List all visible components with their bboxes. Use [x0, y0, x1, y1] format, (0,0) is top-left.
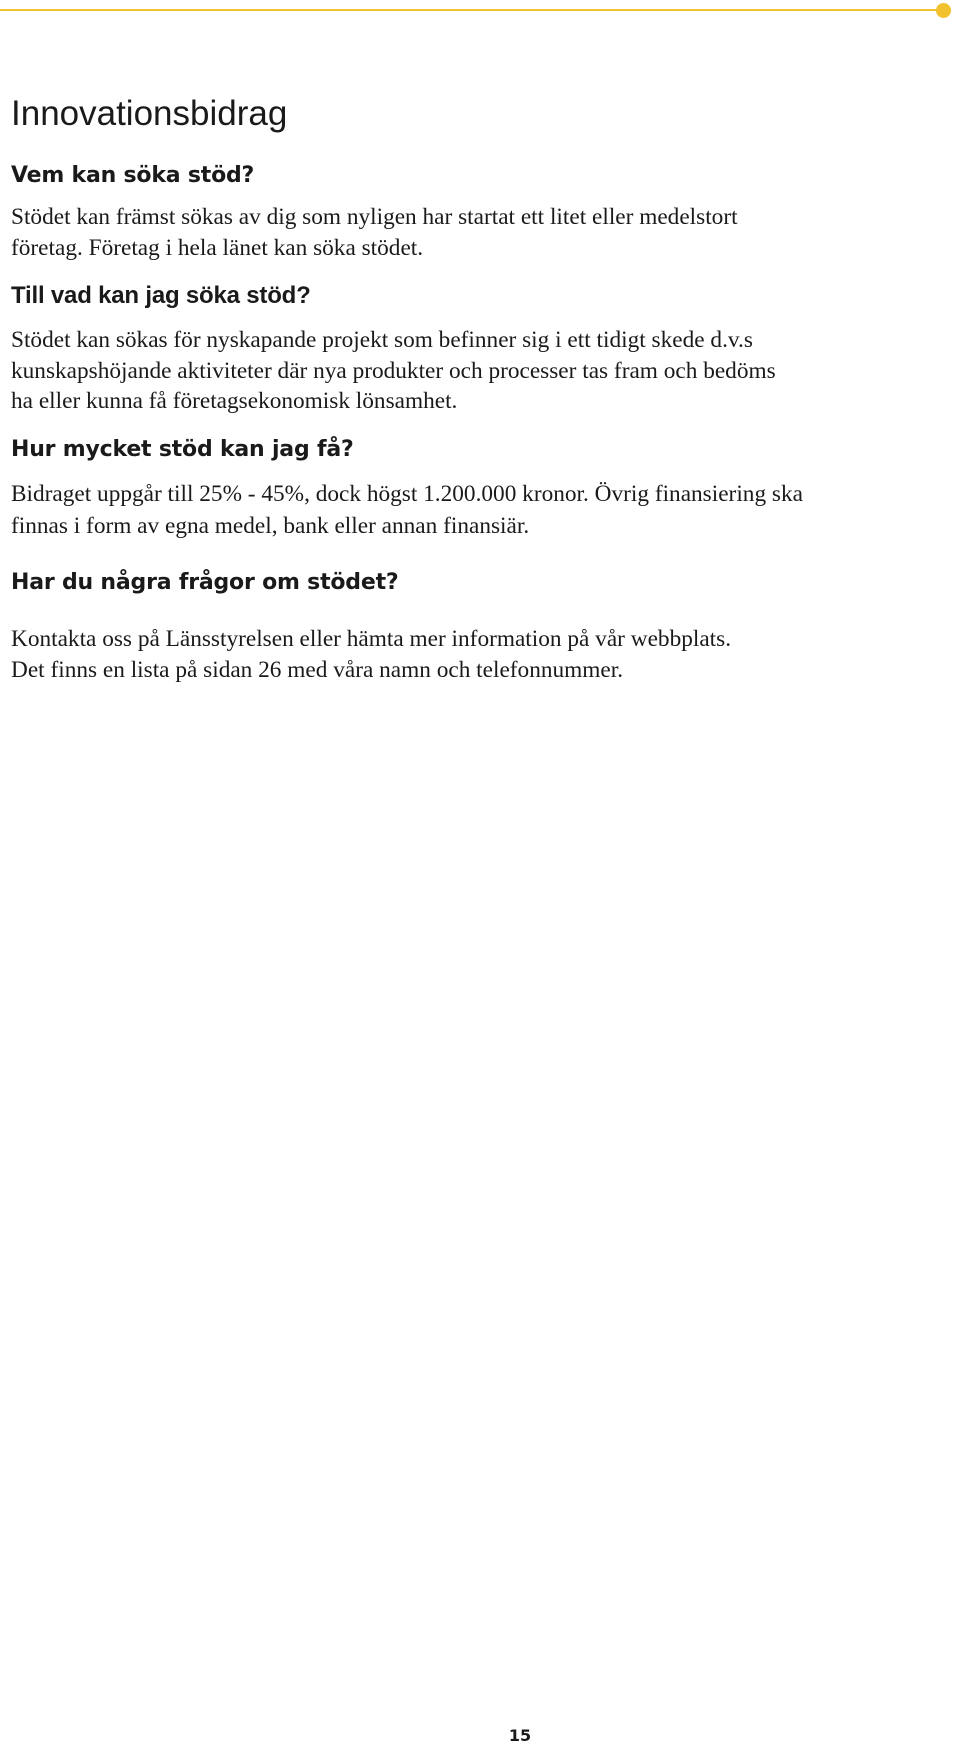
section-body-questions	[11, 624, 956, 686]
text-line: finnas i form av egna medel, bank eller annan finansiär.	[11, 512, 530, 539]
section-heading-what: Till vad kan jag söka stöd?	[11, 282, 311, 309]
section-heading-how-much: Hur mycket stöd kan jag få?	[11, 436, 354, 462]
top-accent-dot	[936, 3, 951, 18]
section-heading-questions: Har du några frågor om stödet?	[11, 569, 399, 595]
text-line: ha eller kunna få företagsekonomisk lönsamhet.	[11, 388, 458, 414]
text-line: Kontakta oss på Länsstyrelsen eller hämta mer information på vår webbplats.	[11, 625, 732, 652]
text-line: Stödet kan sökas för nyskapande projekt som befinner sig i ett tidigt skede d.v.s	[11, 327, 753, 353]
page-number: 15	[508, 1726, 532, 1745]
text-line: Bidraget uppgår till 25% - 45%, dock högst 1.200.000 kronor. Övrig finansiering ska	[11, 480, 803, 507]
section-body-what	[11, 325, 956, 417]
top-accent-rule	[0, 9, 938, 11]
text-line: Stödet kan främst sökas av dig som nyligen har startat ett litet eller medelstort	[11, 204, 738, 230]
section-body-who	[11, 202, 956, 264]
page-content	[11, 88, 956, 686]
text-line: kunskapshöjande aktiviteter där nya produkter och processer tas fram och bedöms	[11, 357, 776, 384]
section-body-how-much	[11, 478, 956, 542]
page-title: Innovationsbidrag	[11, 94, 288, 133]
text-line: Det finns en lista på sidan 26 med våra namn och telefonnummer.	[11, 656, 624, 683]
section-heading-who: Vem kan söka stöd?	[11, 163, 255, 188]
text-line: företag. Företag i hela länet kan söka stödet.	[11, 235, 424, 261]
